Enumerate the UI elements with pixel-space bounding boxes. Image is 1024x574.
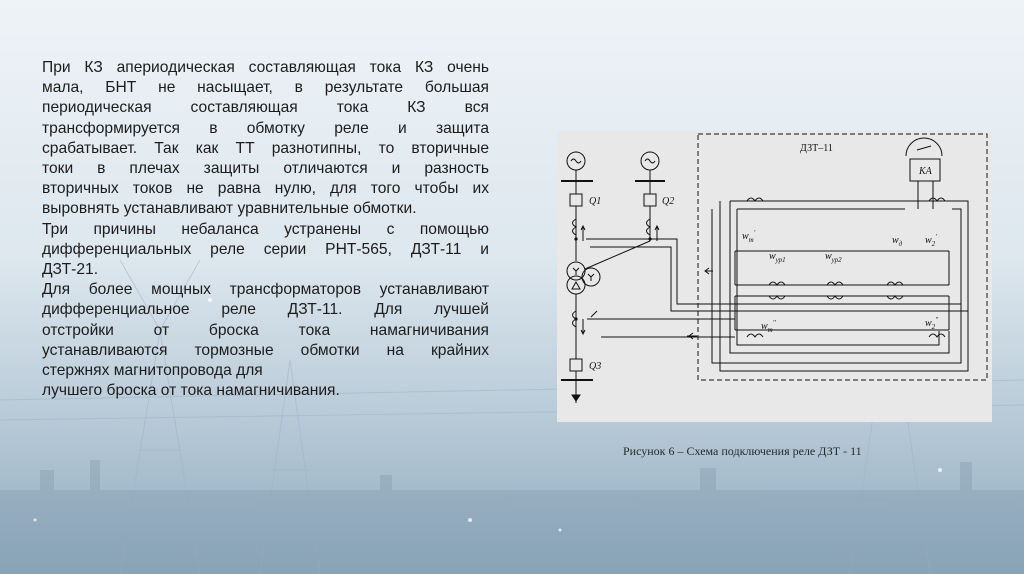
breaker-q2 xyxy=(644,194,656,206)
w-ur1-label: $w_{ур1}$ xyxy=(769,251,786,264)
q1-label: Q1 xyxy=(589,196,602,207)
current-transformer-1 xyxy=(573,219,577,235)
relay-name-label: ДЗТ–11 xyxy=(800,143,833,154)
text-line: периодическая составляющая тока КЗ вся xyxy=(42,99,489,117)
text-line: токи в плечах защиты отличаются и разность xyxy=(42,160,489,178)
winding-wt2 xyxy=(747,334,763,337)
current-transformer-2 xyxy=(647,219,651,235)
text-line: вторичных токов не равна нулю, для того чтобы их xyxy=(42,180,489,198)
circuit-diagram-figure xyxy=(557,131,992,422)
body-text xyxy=(42,58,489,401)
figure-caption: Рисунок 6 – Схема подключения реле ДЗТ - 11 xyxy=(623,444,862,458)
breaker-q3 xyxy=(570,359,582,371)
w-2a-label: $w_2'$ xyxy=(925,233,937,248)
breaker-q1 xyxy=(570,194,582,206)
text-line: выровнять устанавливают уравнительные обмотки. xyxy=(42,200,417,218)
text-line: лучшего броска от тока намагничивания. xyxy=(42,382,340,400)
transformer-winding-delta xyxy=(567,276,585,294)
text-line: дифференциальное реле ДЗТ-11. Для лучшей xyxy=(42,301,489,319)
text-line: мала, БНТ не насыщает, в результате большая xyxy=(42,79,489,97)
text-line: срабатывает. Так как ТТ разнотипны, то вторичные xyxy=(42,139,489,157)
text-line: трансформируется в обмотку реле и защита xyxy=(42,119,489,137)
text-line: ДЗТ-21. xyxy=(42,261,99,279)
text-line: При КЗ апериодическая составляющая тока КЗ очень xyxy=(42,59,489,76)
text-line: устанавливаются тормозные обмотки на крайних xyxy=(42,341,489,359)
q2-label: Q2 xyxy=(662,196,675,207)
text-line: дифференциальных реле серии РНТ-565, ДЗТ-11 и xyxy=(42,240,489,258)
text-line: стержнях магнитопровода для xyxy=(42,362,263,380)
ka-relay-bell xyxy=(906,138,942,156)
winding-w2b xyxy=(929,334,945,337)
q3-label: Q3 xyxy=(589,361,602,372)
ka-label: КА xyxy=(919,166,932,177)
text-line: Три причины небаланса устранены с помощью xyxy=(42,220,489,238)
text-line: отстройки от броска тока намагничивания xyxy=(42,321,489,339)
w-d-label: $w_д$ xyxy=(892,235,903,248)
text-line: Для более мощных трансформаторов устанавливают xyxy=(42,281,489,299)
relay-boundary xyxy=(698,134,987,380)
w-t2-label: $w_т''$ xyxy=(761,319,776,334)
w-ur2-label: $w_{ур2}$ xyxy=(825,251,842,264)
w-2b-label: $w_2''$ xyxy=(925,316,939,331)
dzt11-connection-diagram xyxy=(557,131,992,422)
w-t1-label: $w_т'$ xyxy=(742,229,756,244)
